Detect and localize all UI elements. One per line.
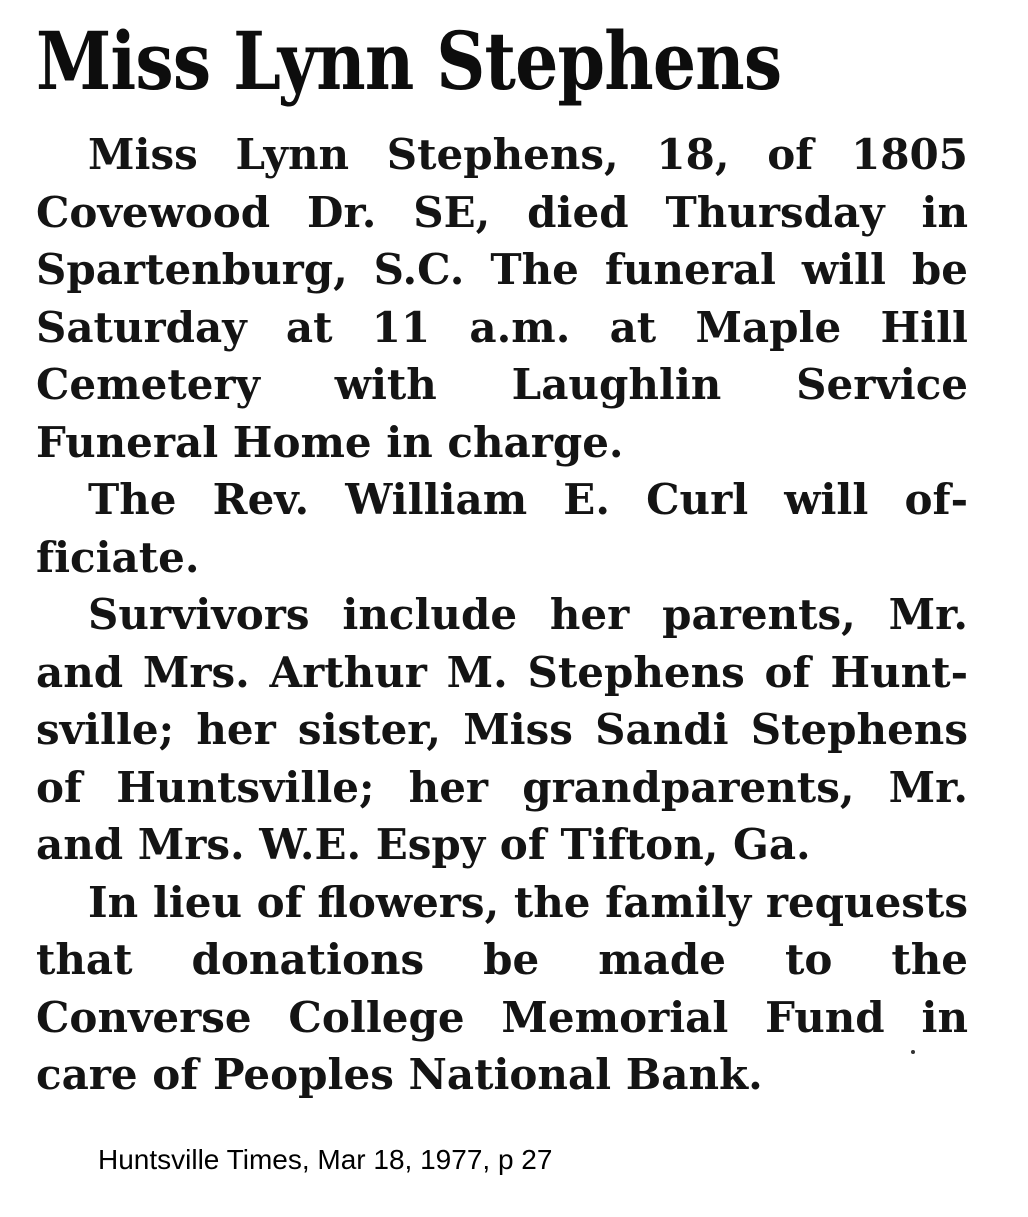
obituary-paragraph-death-notice: Miss Lynn Stephens, 18, of 1805 Covewood Dr. SE, died Thursday in Spartenburg, S.C. The funeral will be Saturday at 11 a.m. at Maple Hill Cemetery with Laughlin Service Funeral Home in charge.: [36, 130, 968, 467]
obituary-paragraph-officiant: The Rev. William E. Curl will officiate.: [36, 475, 968, 582]
obituary-body: [36, 126, 968, 1104]
obituary-paragraph-survivors: Survivors include her parents, Mr. and Mrs. Arthur M. Stephens of Huntsville; her sister, Miss Sandi Stephens of Huntsville; her grandparents, Mr. and Mrs. W.E. Espy of Tifton, Ga.: [36, 590, 968, 869]
obituary-headline: Miss Lynn Stephens: [36, 14, 782, 108]
source-caption: Huntsville Times, Mar 18, 1977, p 27: [98, 1144, 553, 1175]
obituary-paragraph-donations: In lieu of flowers, the family requests that donations be made to the Converse College Memorial Fund in care of Peoples National Bank.: [36, 877, 968, 1099]
print-speck: [911, 1050, 915, 1054]
